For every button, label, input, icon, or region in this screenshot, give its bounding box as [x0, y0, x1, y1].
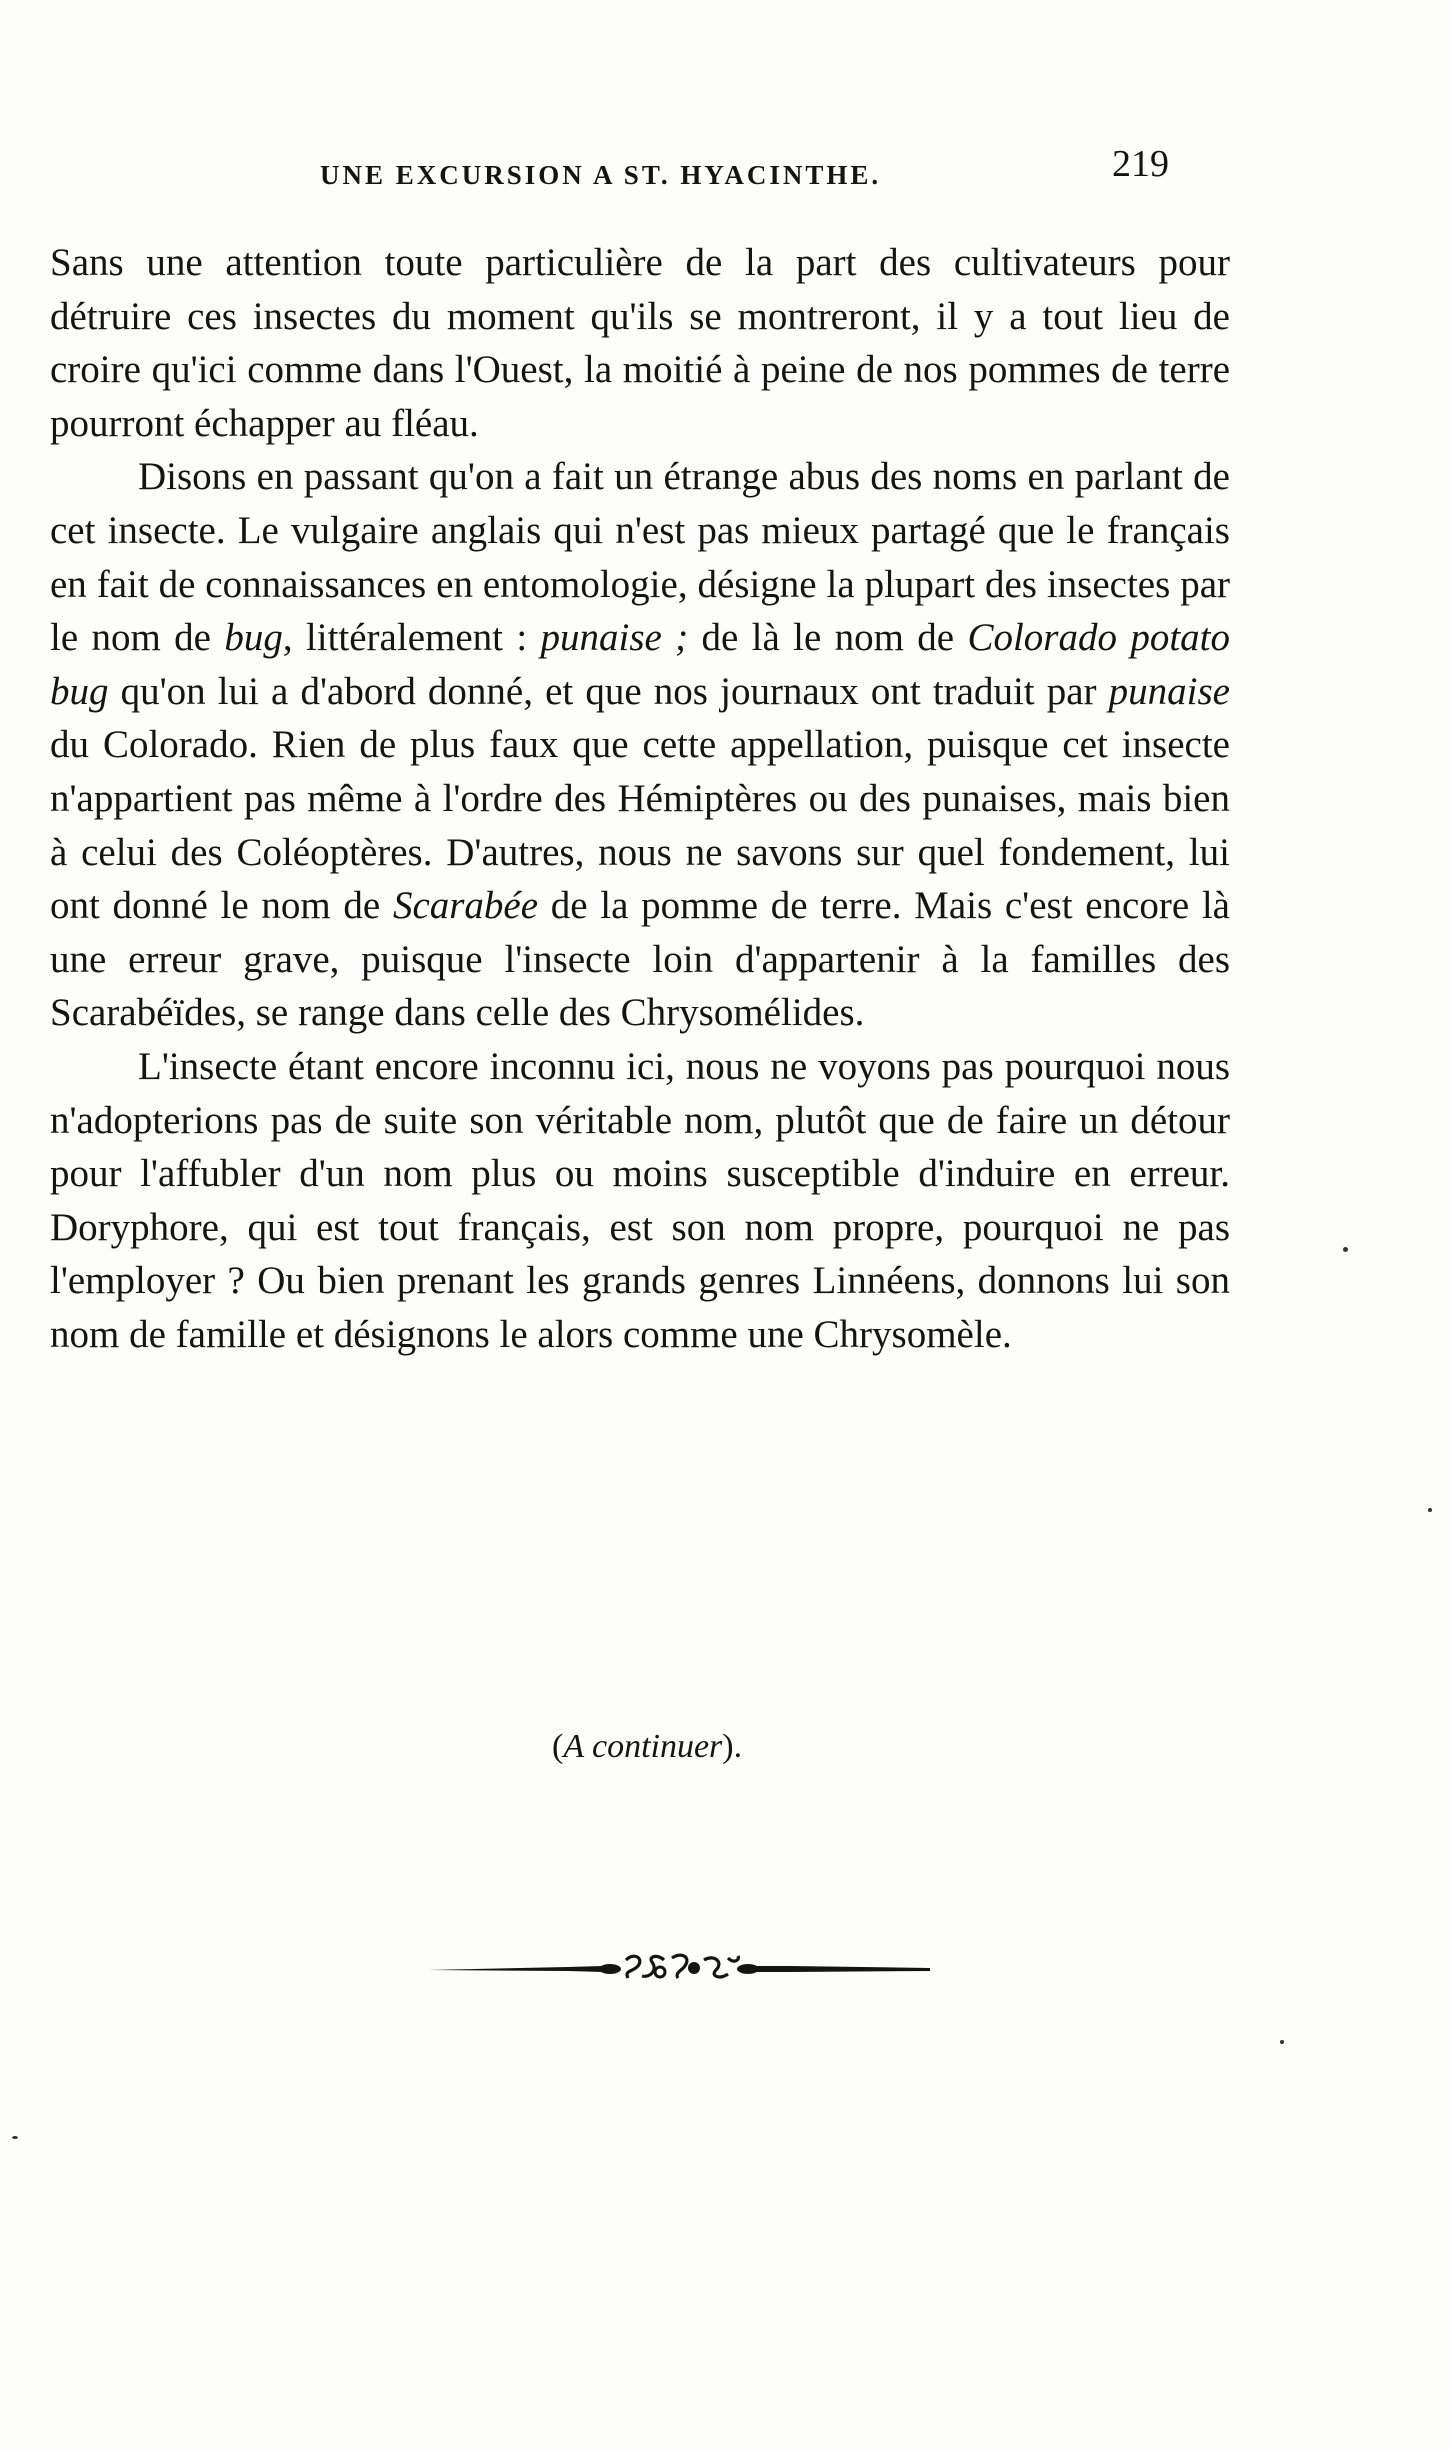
paragraph — [50, 1040, 1230, 1362]
continued-label: A continuer — [563, 1728, 723, 1765]
paragraph — [50, 450, 1230, 1040]
paragraph-text: du Colorado. Rien de plus faux que cette appellation, puisque cet insecte n'appartient pas même à l'ordre des Hémiptères ou des punaises, mais bien à celui des Coléoptères. D'autres, nous ne savons sur quel fondement, lui ont donné le nom de — [50, 723, 1230, 928]
paragraph-text: de là le nom de — [688, 616, 968, 660]
italic-term: Scarabée — [392, 884, 539, 928]
decorative-rule-ornament-icon — [428, 1948, 930, 1988]
page-number: 219 — [1112, 143, 1169, 185]
paragraph-text: Sans une attention toute particulière de la part des cultivateurs pour détruire ces insectes du moment qu'ils se montreront, il y a tout lieu de croire qu'ici comme dans l'Ouest, la moitié à peine de nos pommes de terre pourront échapper au fléau. — [50, 241, 1230, 445]
print-speck — [1428, 1508, 1432, 1512]
italic-term: punaise ; — [540, 616, 689, 660]
body-text — [50, 236, 1230, 1361]
print-speck — [1280, 2040, 1284, 2044]
continued-note — [552, 1728, 742, 1766]
italic-term: punaise — [1108, 669, 1230, 713]
continued-open: ( — [552, 1728, 564, 1765]
continued-close: ). — [722, 1728, 743, 1765]
print-speck — [12, 2136, 18, 2139]
paragraph-text: Disons en passant qu'on a fait un étrange abus des noms en parlant de cet insecte. Le vulgaire anglais qui n'est pas mieux partagé que le français en fait de connaissances en entomologie, désigne la plupart des insectes par le nom de — [50, 455, 1230, 660]
paragraph-text: qu'on lui a d'abord donné, et que nos journaux ont traduit par — [108, 669, 1109, 713]
italic-term: bug — [224, 616, 283, 660]
paragraph-text: L'insecte étant encore inconnu ici, nous ne voyons pas pourquoi nous n'adopterions pas de suite son véritable nom, plutôt que de faire un détour pour l'affubler d'un nom plus ou moins susceptible d'induire en erreur. Doryphore, qui est tout français, est son nom propre, pourquoi ne pas l'employer ? Ou bien prenant les grands genres Linnéens, donnons lui son nom de famille et désignons le alors comme une Chrysomèle. — [50, 1044, 1230, 1356]
running-head: UNE EXCURSION A ST. HYACINTHE. — [320, 160, 882, 190]
paragraph-text: , littéralement : — [282, 616, 541, 660]
print-speck — [1343, 1247, 1348, 1252]
paragraph — [50, 236, 1230, 450]
italic-term: Colorado potato bug — [50, 616, 1230, 713]
paragraph-text: de la pomme de terre. Mais c'est encore là une erreur grave, puisque l'insecte loin d'appartenir à la familles des Scarabéïdes, se range dans celle des Chrysomélides. — [50, 884, 1230, 1035]
